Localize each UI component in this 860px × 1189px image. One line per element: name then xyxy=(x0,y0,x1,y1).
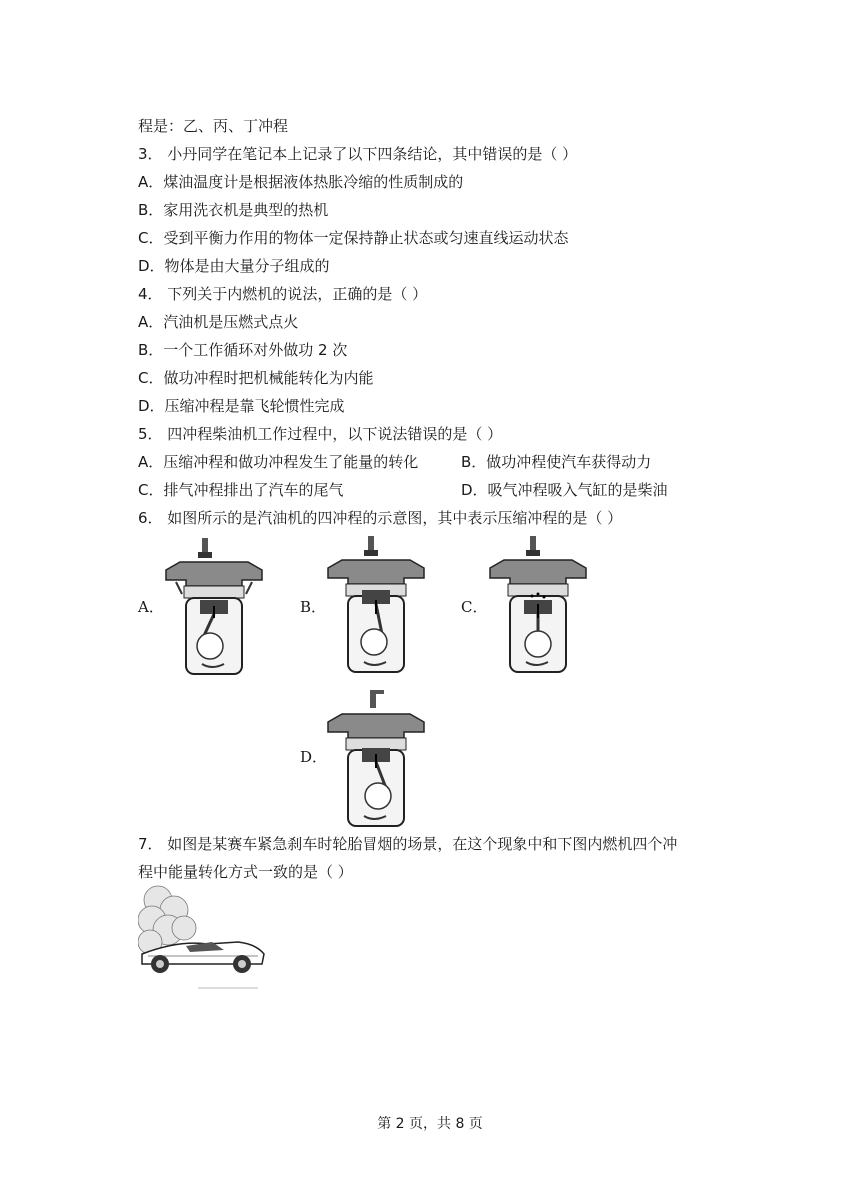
q3-option-c: C．受到平衡力作用的物体一定保持静止状态或匀速直线运动状态 xyxy=(138,229,569,247)
q5-option-c: C．排气冲程排出了汽车的尾气 xyxy=(138,481,344,499)
question-4: 4． 下列关于内燃机的说法，正确的是（ ） xyxy=(138,285,428,303)
engine-diagram-b xyxy=(324,534,428,674)
question-5: 5． 四冲程柴油机工作过程中，以下说法错误的是（ ） xyxy=(138,425,503,443)
question-3: 3． 小丹同学在笔记本上记录了以下四条结论，其中错误的是（ ） xyxy=(138,145,578,163)
q4-option-b: B．一个工作循环对外做功 2 次 xyxy=(138,341,348,359)
q4-option-d: D．压缩冲程是靠飞轮惯性完成 xyxy=(138,397,345,415)
q5-option-b: B．做功冲程使汽车获得动力 xyxy=(461,453,652,471)
question-7: 7． 如图是某赛车紧急刹车时轮胎冒烟的场景，在这个现象中和下图内燃机四个冲 xyxy=(138,835,678,853)
engine-diagram-c xyxy=(486,534,590,674)
question-7-continued: 程中能量转化方式一致的是（ ） xyxy=(138,863,353,881)
race-car-smoke-image xyxy=(138,884,268,994)
figure-label-d: D． xyxy=(300,748,328,766)
q3-option-b: B．家用洗衣机是典型的热机 xyxy=(138,201,329,219)
q3-option-a: A．煤油温度计是根据液体热胀冷缩的性质制成的 xyxy=(138,173,464,191)
question-6: 6． 如图所示的是汽油机的四冲程的示意图，其中表示压缩冲程的是（ ） xyxy=(138,509,623,527)
engine-diagram-a xyxy=(162,536,266,676)
text-line: 程是：乙、丙、丁冲程 xyxy=(138,117,289,135)
figure-label-c: C． xyxy=(461,598,488,616)
q5-option-d: D．吸气冲程吸入气缸的是柴油 xyxy=(461,481,668,499)
page-footer: 第 2 页，共 8 页 xyxy=(377,1116,483,1132)
figure-label-b: B． xyxy=(300,598,327,616)
figure-label-a: A． xyxy=(138,598,164,616)
q4-option-a: A．汽油机是压燃式点火 xyxy=(138,313,299,331)
q3-option-d: D．物体是由大量分子组成的 xyxy=(138,257,330,275)
engine-diagram-d xyxy=(324,688,428,828)
q4-option-c: C．做功冲程时把机械能转化为内能 xyxy=(138,369,374,387)
q5-option-a: A．压缩冲程和做功冲程发生了能量的转化 xyxy=(138,453,419,471)
